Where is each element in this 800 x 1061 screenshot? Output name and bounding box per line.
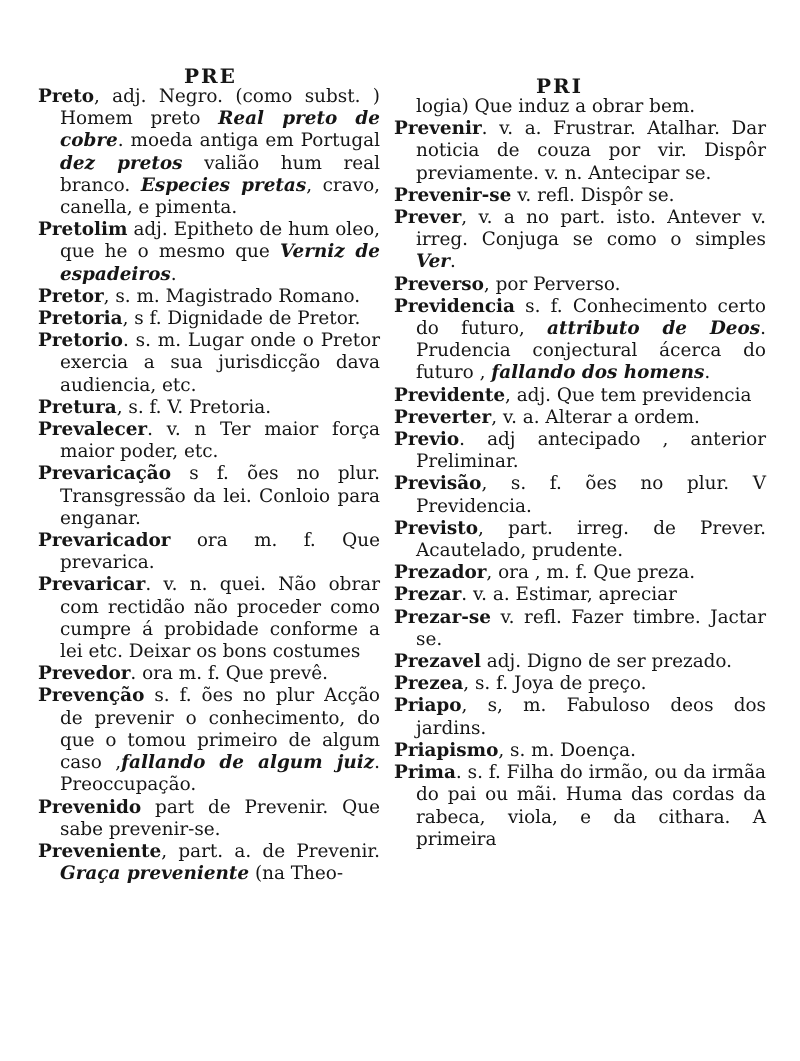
entry-text: . ora m. f. Que prevê. [130,663,328,685]
entry-headword: Prevenir [394,118,482,140]
dictionary-entry [38,86,380,219]
dictionary-entry [394,385,766,407]
left-column-header: PRE [184,64,237,88]
entry-text: . s. f. Filha do irmão, ou da irmãa do pai ou mãi. Huma das cordas da rabeca, viola, e da cithara. A primeira [416,762,766,850]
dictionary-entry [394,695,766,739]
entry-text: . adj antecipado , anterior Preliminar. [416,429,766,473]
entry-headword: Preverter [394,406,492,428]
right-column-header: PRI [536,74,584,98]
dictionary-entry [394,429,766,473]
entry-text: , s. m. Magistrado Romano. [103,285,361,307]
entry-text: (na Theo- [249,863,344,885]
dictionary-entry [38,419,380,463]
right-column [394,96,766,851]
entry-text: , part. irreg. de Prever. Acautelado, prudente. [416,517,766,562]
dictionary-entry [38,663,380,685]
dictionary-entry [38,286,380,308]
entry-italic-text: fallando de algum juiz [121,752,375,774]
entry-italic-text: fallando dos homens [491,362,705,384]
entry-headword: Prezavel [394,651,481,673]
entry-text: s f. ões no plur. Transgressão da lei. Conloio para enganar. [60,463,380,529]
entry-text: , part. a. de Prevenir. [161,840,380,862]
entry-italic-text: dez pretos [60,152,183,174]
dictionary-entry [38,397,380,419]
entry-headword: Pretoria [38,308,123,330]
entry-headword: Prevedor [38,663,131,685]
dictionary-entry [394,296,766,385]
dictionary-entry [38,530,380,574]
entry-text: . Prudencia conjectural ácerca do futuro , [416,318,766,384]
entry-text: , por Perverso. [483,273,621,295]
entry-text: v. refl. Dispôr se. [511,184,675,206]
entry-text: , v. a. Alterar a ordem. [491,406,700,428]
dictionary-entry [38,574,380,663]
entry-text: , s, m. Fabuloso deos dos jardins. [416,695,766,739]
dictionary-entry [394,673,766,695]
entry-text: , adj. Que tem previdencia [505,384,752,406]
entry-headword: Priapo [394,695,462,717]
entry-italic-text: Verniz de espadeiros [60,241,380,285]
entry-headword: Prevenção [38,685,145,707]
entry-text: ora m. f. Que prevarica. [60,530,380,574]
entry-text: , s. m. Doença. [498,739,636,761]
dictionary-entry [38,797,380,841]
entry-text: , s. f. ões no plur. V Previdencia. [416,473,766,517]
dictionary-entry [394,584,766,606]
entry-headword: Preveniente [38,840,162,862]
dictionary-entry [394,762,766,851]
entry-headword: Priapismo [394,739,499,761]
dictionary-entry [394,207,766,274]
entry-headword: Pretolim [38,219,128,241]
dictionary-entry [394,651,766,673]
entry-text: . v. n Ter maior força maior poder, etc. [60,419,380,463]
dictionary-entry [38,463,380,530]
dictionary-entry [38,219,380,286]
entry-text: . v. a. Estimar, apreciar [461,584,677,606]
dictionary-entry [38,685,380,796]
entry-headword: Prezador [394,562,487,584]
dictionary-entry [394,407,766,429]
entry-text: . Preoccupação. [60,752,381,796]
entry-headword: Prezea [394,673,464,695]
entry-text: valião hum real branco. [60,152,380,196]
entry-italic-text: attributo de Deos [547,318,761,340]
entry-headword: Preto [38,86,94,107]
entry-text: , s f. Dignidade de Pretor. [122,308,361,330]
entry-headword: Pretura [38,396,117,418]
dictionary-entry [394,518,766,562]
dictionary-entry [394,473,766,517]
dictionary-entry [394,607,766,651]
entry-text: . [449,251,456,273]
entry-text: s. f. Conhecimento certo do futuro, [416,295,766,340]
entry-headword: Previdencia [394,295,515,317]
entry-text: adj. Digno de ser prezado. [480,651,733,673]
dictionary-entry [394,118,766,185]
dictionary-entry [38,841,380,885]
entry-headword: Pretor [38,285,104,307]
entry-headword: Prevenido [38,796,142,818]
entry-headword: Prevaricar [38,574,146,596]
entry-headword: Prevenir-se [394,184,512,206]
entry-text: , v. a no part. isto. Antever v. irreg. Conjuga se como o simples [416,207,766,251]
entry-italic-text: Especies pretas [140,174,307,196]
entry-headword: Prezar [394,584,462,606]
entry-headword: Previsto [394,517,479,539]
entry-headword: Prezar-se [394,606,491,628]
dictionary-entry [394,740,766,762]
entry-headword: Prevaricação [38,463,171,485]
entry-italic-text: Graça preveniente [60,863,250,885]
entry-headword: Previsão [394,473,482,495]
entry-italic-text: Ver [416,251,450,273]
dictionary-entry [394,274,766,296]
entry-text: . s. m. Lugar onde o Pretor exercia a sua jurisdicção dava audiencia, etc. [60,330,380,396]
dictionary-entry [38,330,380,397]
entry-headword: Previdente [394,384,506,406]
left-column [38,86,380,885]
dictionary-entry [394,562,766,584]
dictionary-entry [394,185,766,207]
entry-text: s. f. ões no plur Acção de prevenir o conhecimento, do que o tomou primeiro de algum caso , [60,685,380,774]
entry-text: , s. f. V. Pretoria. [116,396,272,418]
entry-text: , cravo, canella, e pimenta. [60,174,380,219]
entry-headword: Pretorio [38,330,123,352]
entry-text: , ora , m. f. Que preza. [486,562,696,584]
entry-text: adj. Epitheto de hum oleo, que he o mesmo que [60,219,380,263]
entry-text: . moeda antiga em Portugal [117,130,380,152]
entry-text: , s. f. Joya de preço. [463,673,647,695]
entry-headword: Prima [394,762,456,784]
dictionary-entry [38,308,380,330]
entry-text: v. refl. Fazer timbre. Jactar se. [416,606,766,650]
entry-text: . [704,362,711,384]
entry-text: . [170,263,177,285]
entry-headword: Prevaricador [38,530,171,552]
continued-entry-text: logia) Que induz a obrar bem. [416,96,696,117]
entry-text: . v. n. quei. Não obrar com rectidão não proceder como cumpre á probidade conforme a lei etc. Deixar os bons costumes [60,574,380,663]
entry-italic-text: Real preto de cobre [60,108,380,152]
entry-headword: Prever [394,207,462,229]
entry-text: part de Prevenir. Que sabe prevenir-se. [60,796,380,840]
entry-text: . v. a. Frustrar. Atalhar. Dar noticia de couza por vir. Dispôr previamente. v. n. Antecipar se. [416,118,766,184]
entry-headword: Previo [394,429,460,451]
entry-text: , adj. Negro. (como subst. ) Homem preto [60,86,380,130]
entry-headword: Prevalecer [38,419,148,441]
entry-headword: Preverso [394,273,484,295]
